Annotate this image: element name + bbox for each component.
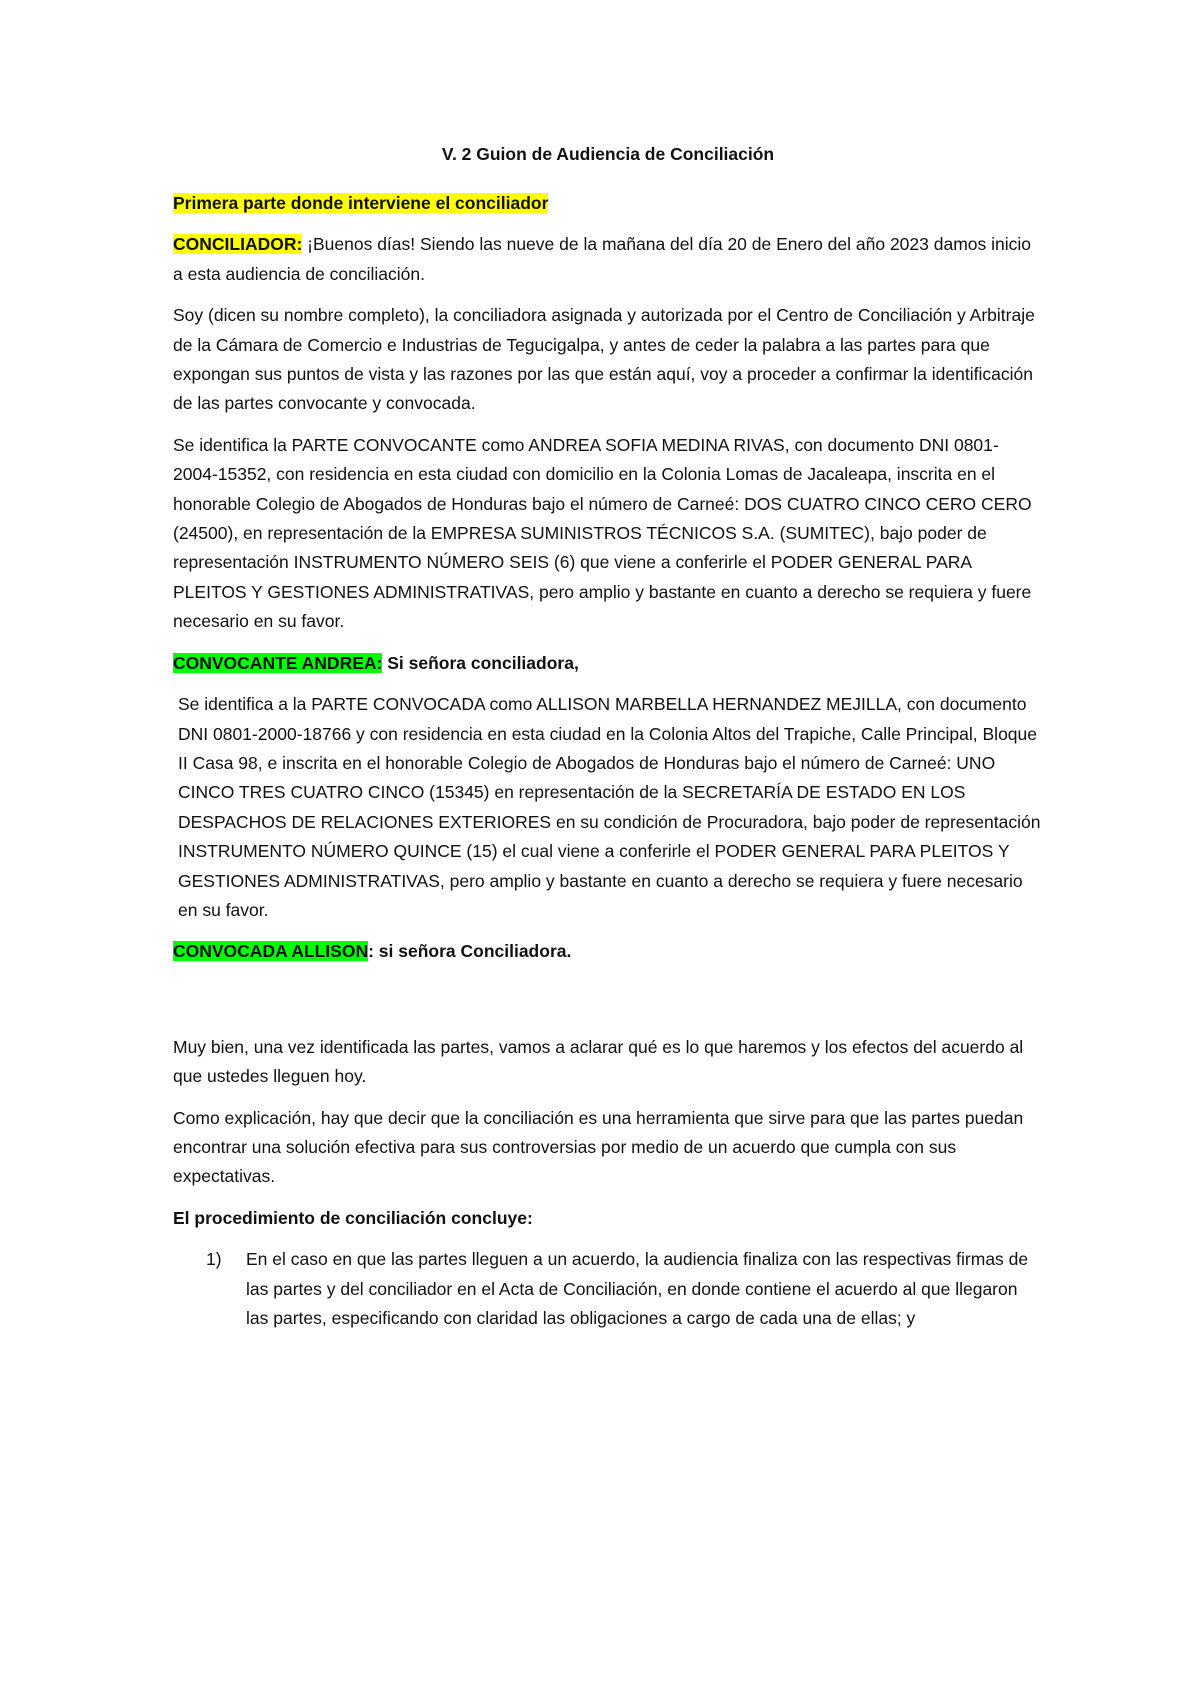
conciliador-paragraph — [173, 230, 1043, 289]
convocada-identification-paragraph: Se identifica a la PARTE CONVOCADA como ALLISON MARBELLA HERNANDEZ MEJILLA, con documento DNI 0801-2000-18766 y con residencia en esta ciudad en la Colonia Altos del Trapiche, Calle Principal, Bloque II Casa 98, e inscrita en el honorable Colegio de Abogados de Honduras bajo el número de Carneé: UNO CINCO TRES CUATRO CINCO (15345) en representación de la SECRETARÍA DE ESTADO EN LOS DESPACHOS DE RELACIONES EXTERIORES en su condición de Procuradora, bajo poder de representación INSTRUMENTO NÚMERO QUINCE (15) el cual viene a conferirle el PODER GENERAL PARA PLEITOS Y GESTIONES ADMINISTRATIVAS, pero amplio y bastante en cuanto a derecho se requiera y fuere necesario en su favor. — [178, 694, 1041, 920]
explanation-paragraph: Como explicación, hay que decir que la conciliación es una herramienta que sirve para que las partes puedan encontrar una solución efectiva para sus controversias por medio de un acuerdo que cumpla con sus expectativas. — [173, 1107, 1024, 1187]
convocante-identification-paragraph: Se identifica la PARTE CONVOCANTE como ANDREA SOFIA MEDINA RIVAS, con documento DNI 0801-2004-15352, con residencia en esta ciudad con domicilio en la Colonia Lomas de Jacaleapa, inscrita en el honorable Colegio de Abogados de Honduras bajo el número de Carneé: DOS CUATRO CINCO CERO CERO (24500), en representación de la EMPRESA SUMINISTROS TÉCNICOS S.A. (SUMITEC), bajo poder de representación INSTRUMENTO NÚMERO SEIS (6) que viene a conferirle el PODER GENERAL PARA PLEITOS Y GESTIONES ADMINISTRATIVAS, pero amplio y bastante en cuanto a derecho se requiera y fuere necesario en su favor. — [173, 434, 1032, 632]
convocante-reply: Si señora conciliadora, — [382, 652, 579, 673]
section-heading: Primera parte donde interviene el conciliador — [173, 193, 549, 213]
blank-line — [173, 979, 1043, 1033]
convocada-reply: : si señora Conciliadora. — [368, 941, 572, 962]
procedure-item-text: En el caso en que las partes lleguen a un acuerdo, la audiencia finaliza con las respectivas firmas de las partes y del conciliador en el Acta de Conciliación, en donde contiene el acuerdo al que llegaron las partes, especificando con claridad las obligaciones a cargo de cada una de ellas; y — [246, 1249, 1029, 1328]
procedure-item-number: 1) — [206, 1249, 222, 1270]
muy-bien-paragraph: Muy bien, una vez identificada las partes, vamos a aclarar qué es lo que haremos y los efectos del acuerdo al que ustedes lleguen hoy. — [173, 1036, 1024, 1087]
convocante-reply-paragraph — [173, 649, 1043, 678]
procedure-list-item — [173, 1245, 1043, 1333]
convocada-label: CONVOCADA ALLISON — [173, 941, 369, 962]
conciliador-text: ¡Buenos días! Siendo las nueve de la mañana del día 20 de Enero del año 2023 damos inicio a esta audiencia de conciliación. — [173, 234, 1031, 284]
procedure-list — [173, 1245, 1043, 1333]
identification-intro-paragraph: Soy (dicen su nombre completo), la conciliadora asignada y autorizada por el Centro de Conciliación y Arbitraje de la Cámara de Comercio e Industrias de Tegucigalpa, y antes de ceder la palabra a las partes para que expongan sus puntos de vista y las razones por las que están aquí, voy a proceder a confirmar la identificación de las partes convocante y convocada. — [173, 305, 1035, 414]
convocada-reply-paragraph — [173, 937, 1043, 966]
section-heading-paragraph — [173, 189, 1043, 218]
conciliador-label: CONCILIADOR: — [173, 234, 303, 255]
convocante-label: CONVOCANTE ANDREA: — [173, 652, 383, 673]
document-title: V. 2 Guion de Audiencia de Conciliación — [441, 144, 775, 164]
document-page — [173, 140, 1043, 1333]
procedure-heading: El procedimiento de conciliación concluye: — [173, 1207, 533, 1228]
